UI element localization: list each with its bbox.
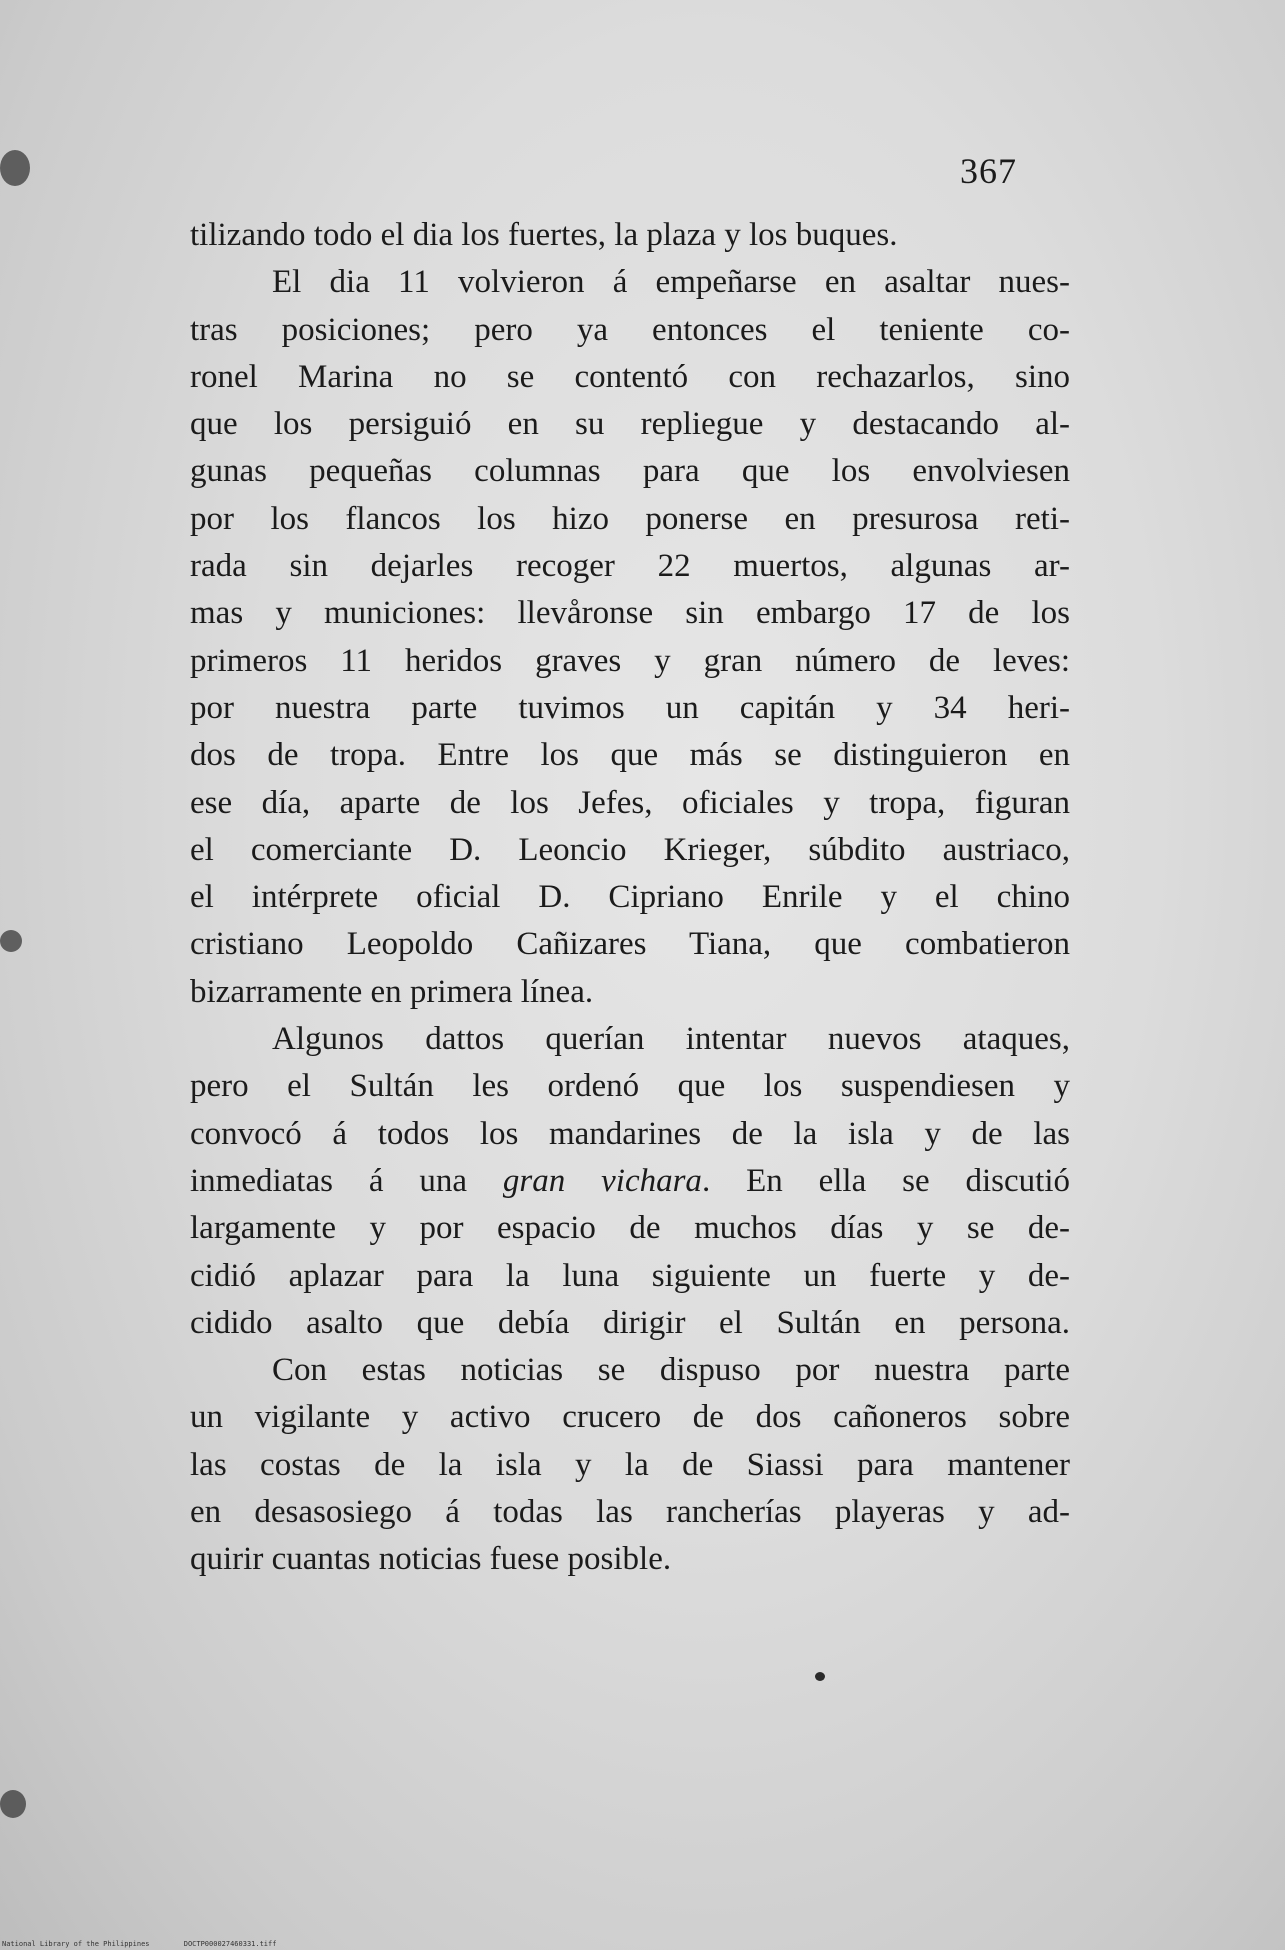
text-line: tras posiciones; pero ya entonces el teniente co- <box>190 311 1070 348</box>
binding-hole-mark <box>0 1790 26 1818</box>
text-line: rada sin dejarles recoger 22 muertos, algunas ar- <box>190 548 1070 585</box>
text-line: pero el Sultán les ordenó que los suspendiesen y <box>190 1068 1070 1105</box>
footer-filename: DOCTP000027460331.tiff <box>183 1940 277 1948</box>
text-line: quirir cuantas noticias fuese posible. <box>190 1541 672 1578</box>
text-line: por los flancos los hizo ponerse en presurosa reti- <box>190 500 1070 537</box>
ink-dot <box>815 1672 825 1681</box>
text-line: cristiano Leopoldo Cañizares Tiana, que combatieron <box>190 926 1070 963</box>
text-line: ese día, aparte de los Jefes, oficiales y tropa, figuran <box>190 784 1070 821</box>
text-line: dos de tropa. Entre los que más se distinguieron en <box>190 737 1070 774</box>
text-line: convocó á todos los mandarines de la isla y de las <box>190 1115 1070 1152</box>
text-line: por nuestra parte tuvimos un capitán y 34 heri- <box>190 689 1070 726</box>
text-line: las costas de la isla y la de Siassi para mantener <box>190 1446 1070 1483</box>
text-line: en desasosiego á todas las rancherías playeras y ad- <box>190 1494 1070 1531</box>
text-line: bizarramente en primera línea. <box>190 973 594 1010</box>
text-line: El dia 11 volvieron á empeñarse en asaltar nues- <box>272 264 1070 301</box>
binding-hole-mark <box>0 150 30 186</box>
text-line: que los persiguió en su repliegue y destacando al- <box>190 406 1070 443</box>
text-line: el intérprete oficial D. Cipriano Enrile y el chino <box>190 879 1070 916</box>
text-line: inmediatas á una gran vichara. En ella se discutió <box>190 1162 1070 1199</box>
text-line: tilizando todo el dia los fuertes, la plaza y los buques. <box>190 217 898 253</box>
text-line: Algunos dattos querían intentar nuevos ataques, <box>272 1021 1070 1058</box>
text-line: mas y municiones: llevåronse sin embargo 17 de los <box>190 595 1070 632</box>
page-number: 367 <box>960 151 1017 191</box>
text-line: un vigilante y activo crucero de dos cañoneros sobre <box>190 1399 1070 1436</box>
text-line: primeros 11 heridos graves y gran número de leves: <box>190 642 1070 679</box>
binding-hole-mark <box>0 930 22 952</box>
text-line: el comerciante D. Leoncio Krieger, súbdito austriaco, <box>190 831 1070 868</box>
scan-footer <box>2 1940 306 1948</box>
text-line: cidido asalto que debía dirigir el Sultán en persona. <box>190 1304 1070 1341</box>
text-line: gunas pequeñas columnas para que los envolviesen <box>190 453 1070 490</box>
text-line: cidió aplazar para la luna siguiente un fuerte y de- <box>190 1257 1070 1294</box>
body-text <box>190 212 1070 1584</box>
text-line: largamente y por espacio de muchos días y se de- <box>190 1210 1070 1247</box>
text-line: Con estas noticias se dispuso por nuestra parte <box>272 1352 1070 1389</box>
footer-library: National Library of the Philippines <box>2 1940 150 1948</box>
text-line: ronel Marina no se contentó con rechazarlos, sino <box>190 358 1070 395</box>
